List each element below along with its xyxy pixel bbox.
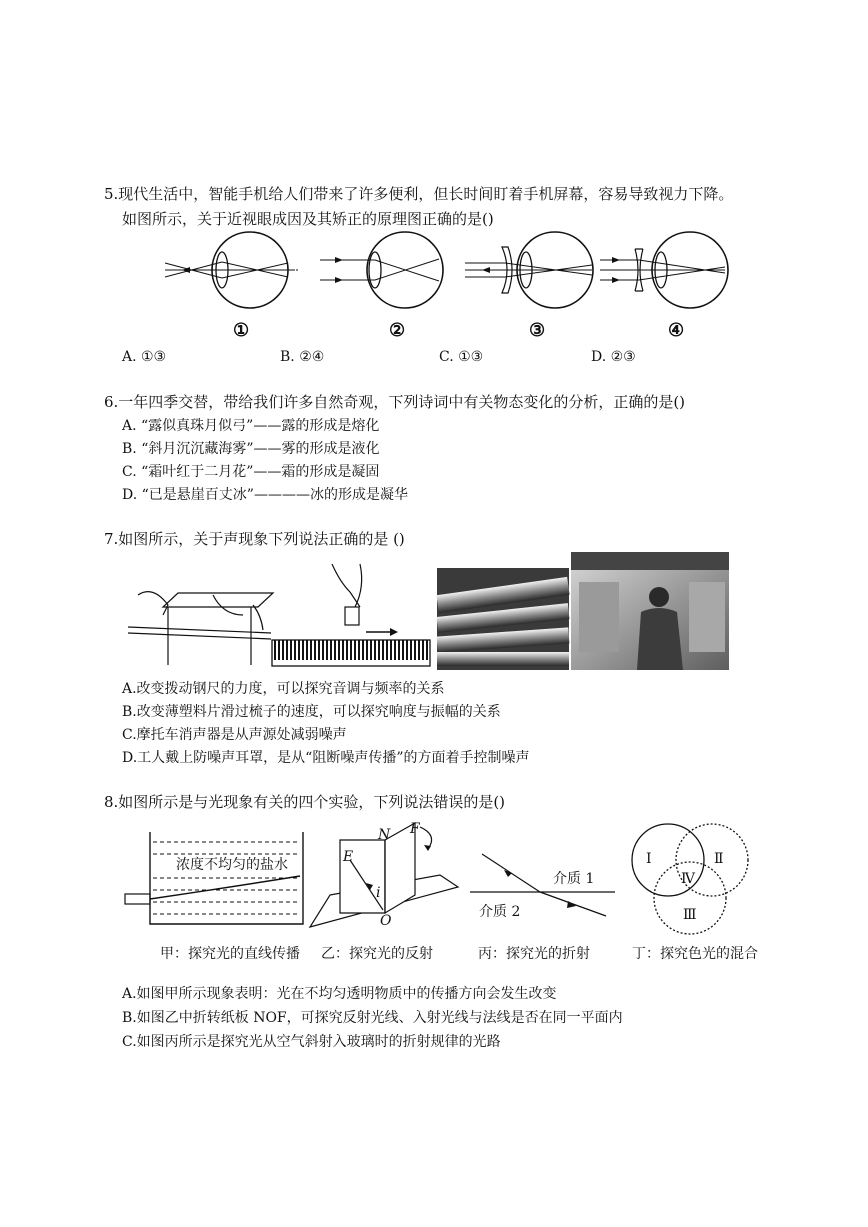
region-iii: Ⅲ [683, 907, 697, 923]
q6-option-c[interactable]: C. “霜叶红于二月花”——霜的形成是凝固 [122, 464, 380, 480]
q5-stem-line2: 如图所示，关于近视眼成因及其矫正的原理图正确的是() [122, 210, 494, 228]
caption-ding: 丁：探究色光的混合 [632, 946, 758, 962]
letter-f: F [410, 821, 420, 837]
q8-option-b[interactable]: B.如图乙中折转纸板 NOF，可探究反射光线、入射光线与法线是否在同一平面内 [122, 1010, 623, 1026]
caption-bing: 丙：探究光的折射 [478, 946, 590, 962]
caption-jia: 甲：探究光的直线传播 [160, 946, 300, 962]
medium-2-label: 介质 2 [479, 904, 521, 920]
comb-experiment-illustration [270, 562, 432, 670]
q6-option-d[interactable]: D. “已是悬崖百丈冰”————冰的形成是凝华 [122, 487, 408, 503]
letter-e: E [343, 849, 354, 865]
letter-n: N [378, 827, 391, 843]
q8-option-c[interactable]: C.如图丙所示是探究光从空气斜射入玻璃时的折射规律的光路 [122, 1034, 501, 1050]
q5-option-b[interactable]: B. ②④ [280, 349, 325, 365]
q5-option-d[interactable]: D. ②③ [591, 349, 636, 365]
region-iv: Ⅳ [681, 871, 695, 887]
q6-option-a[interactable]: A. “露似真珠月似弓”——露的形成是熔化 [122, 418, 380, 434]
q7-option-b[interactable]: B.改变薄塑料片滑过梳子的速度，可以探究响度与振幅的关系 [122, 704, 501, 720]
q8-stem: 8.如图所示是与光现象有关的四个实验，下列说法错误的是() [104, 793, 506, 811]
ruler-experiment-illustration [123, 585, 273, 670]
q6-option-b[interactable]: B. “斜月沉沉藏海雾”——雾的形成是液化 [122, 441, 380, 457]
caption-yi: 乙：探究光的反射 [321, 946, 433, 962]
eye-diagram-2 [315, 225, 465, 315]
q8-option-a[interactable]: A.如图甲所示现象表明：光在不均匀透明物质中的传播方向会发生改变 [122, 986, 557, 1002]
figure-label-4: ④ [668, 320, 685, 341]
q7-option-c[interactable]: C.摩托车消声器是从声源处减弱噪声 [122, 727, 347, 743]
q5-option-c[interactable]: C. ①③ [439, 349, 484, 365]
medium-1-label: 介质 1 [553, 871, 595, 887]
q5-stem-line1: 5.现代生活中，智能手机给人们带来了许多便利，但长时间盯着手机屏幕，容易导致视力下降。 [104, 185, 734, 203]
figure-label-2: ② [389, 320, 406, 341]
figure-label-1: ① [233, 320, 250, 341]
eye-diagram-1 [160, 225, 310, 315]
q7-stem: 7.如图所示，关于声现象下列说法正确的是 () [104, 530, 405, 548]
region-ii: Ⅱ [714, 851, 724, 867]
q7-option-a[interactable]: A.改变拨动钢尺的力度，可以探究音调与频率的关系 [122, 681, 445, 697]
q6-stem: 6.一年四季交替，带给我们许多自然奇观，下列诗词中有关物态变化的分析，正确的是() [104, 393, 686, 411]
eye-diagram-4 [595, 225, 745, 315]
region-i: I [646, 851, 652, 867]
letter-i: i [376, 885, 381, 901]
salt-water-tank-diagram [125, 828, 310, 928]
motorcycle-muffler-photo [437, 568, 569, 670]
salt-water-label: 浓度不均匀的盐水 [176, 857, 288, 873]
factory-worker-photo [571, 552, 729, 670]
q5-option-a[interactable]: A. ①③ [122, 349, 167, 365]
letter-o: O [380, 913, 392, 929]
q7-option-d[interactable]: D.工人戴上防噪声耳罩，是从“阻断噪声传播”的方面着手控制噪声 [122, 750, 530, 766]
figure-label-3: ③ [529, 320, 546, 341]
eye-diagram-3 [460, 225, 610, 315]
